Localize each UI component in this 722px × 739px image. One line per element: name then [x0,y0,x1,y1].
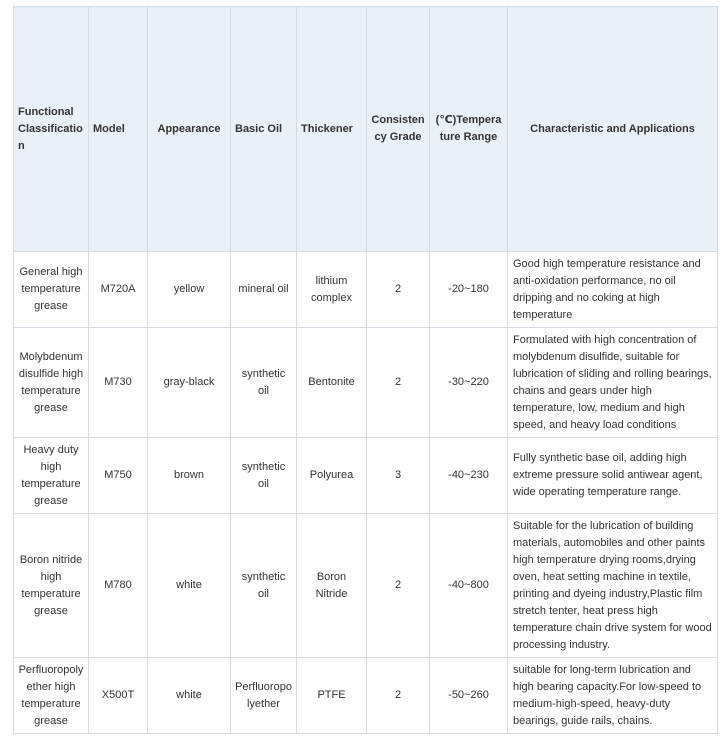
cell-classification: Perfluoropolyether high temperature grease [14,658,89,734]
cell-temperature-range: -40~800 [430,514,508,658]
header-row [14,7,718,252]
cell-characteristics: Formulated with high concentration of molybdenum disulfide, suitable for lubrication of sliding and rolling bearings, chains and gears under high temperature, low, medium and high speed, and heavy load conditions [508,328,718,438]
cell-classification: General high temperature grease [14,252,89,328]
table-row [14,438,718,514]
cell-characteristics: suitable for long-term lubrication and high bearing capacity.For low-speed to medium-high-speed, heavy-duty bearings, guide rails, chains. [508,658,718,734]
cell-temperature-range: -20~180 [430,252,508,328]
cell-basic-oil: Perfluoropolyether [231,658,297,734]
cell-classification: Heavy duty high temperature grease [14,438,89,514]
cell-temperature-range: -40~230 [430,438,508,514]
cell-classification: Boron nitride high temperature grease [14,514,89,658]
cell-grade: 2 [367,252,430,328]
cell-appearance: gray-black [148,328,231,438]
cell-appearance: white [148,514,231,658]
cell-model: M730 [89,328,148,438]
header-temperature-range: (℃)Temperature Range [430,7,508,252]
header-model: Model [89,7,148,252]
header-basic-oil: Basic Oil [231,7,297,252]
cell-appearance: white [148,658,231,734]
table-row [14,514,718,658]
cell-appearance: yellow [148,252,231,328]
header-characteristics: Characteristic and Applications [508,7,718,252]
table-row [14,252,718,328]
cell-model: M720A [89,252,148,328]
table-row [14,658,718,734]
header-consistency-grade: Consistency Grade [367,7,430,252]
cell-grade: 3 [367,438,430,514]
cell-characteristics: Fully synthetic base oil, adding high extreme pressure solid antiwear agent, wide operating temperature range. [508,438,718,514]
cell-model: M780 [89,514,148,658]
cell-characteristics: Suitable for the lubrication of building materials, automobiles and other paints high temperature drying rooms,drying oven, heat setting machine in textile, printing and dyeing industry,Plastic film stretch tenter, heat press high temperature chain drive system for wood processing industry. [508,514,718,658]
cell-grade: 2 [367,328,430,438]
header-thickener: Thickener [297,7,367,252]
cell-temperature-range: -30~220 [430,328,508,438]
cell-basic-oil: synthetic oil [231,438,297,514]
cell-temperature-range: -50~260 [430,658,508,734]
cell-basic-oil: mineral oil [231,252,297,328]
cell-thickener: Boron Nitride [297,514,367,658]
cell-basic-oil: synthetic oil [231,514,297,658]
cell-thickener: Polyurea [297,438,367,514]
cell-characteristics: Good high temperature resistance and anti-oxidation performance, no oil dripping and no coking at high temperature [508,252,718,328]
table-row [14,328,718,438]
cell-model: X500T [89,658,148,734]
cell-thickener: lithium complex [297,252,367,328]
cell-grade: 2 [367,514,430,658]
cell-thickener: Bentonite [297,328,367,438]
header-appearance: Appearance [148,7,231,252]
cell-model: M750 [89,438,148,514]
cell-classification: Molybdenum disulfide high temperature grease [14,328,89,438]
cell-grade: 2 [367,658,430,734]
header-functional-classification: Functional Classification [14,7,89,252]
cell-thickener: PTFE [297,658,367,734]
grease-spec-table [13,6,718,734]
cell-appearance: brown [148,438,231,514]
cell-basic-oil: synthetic oil [231,328,297,438]
